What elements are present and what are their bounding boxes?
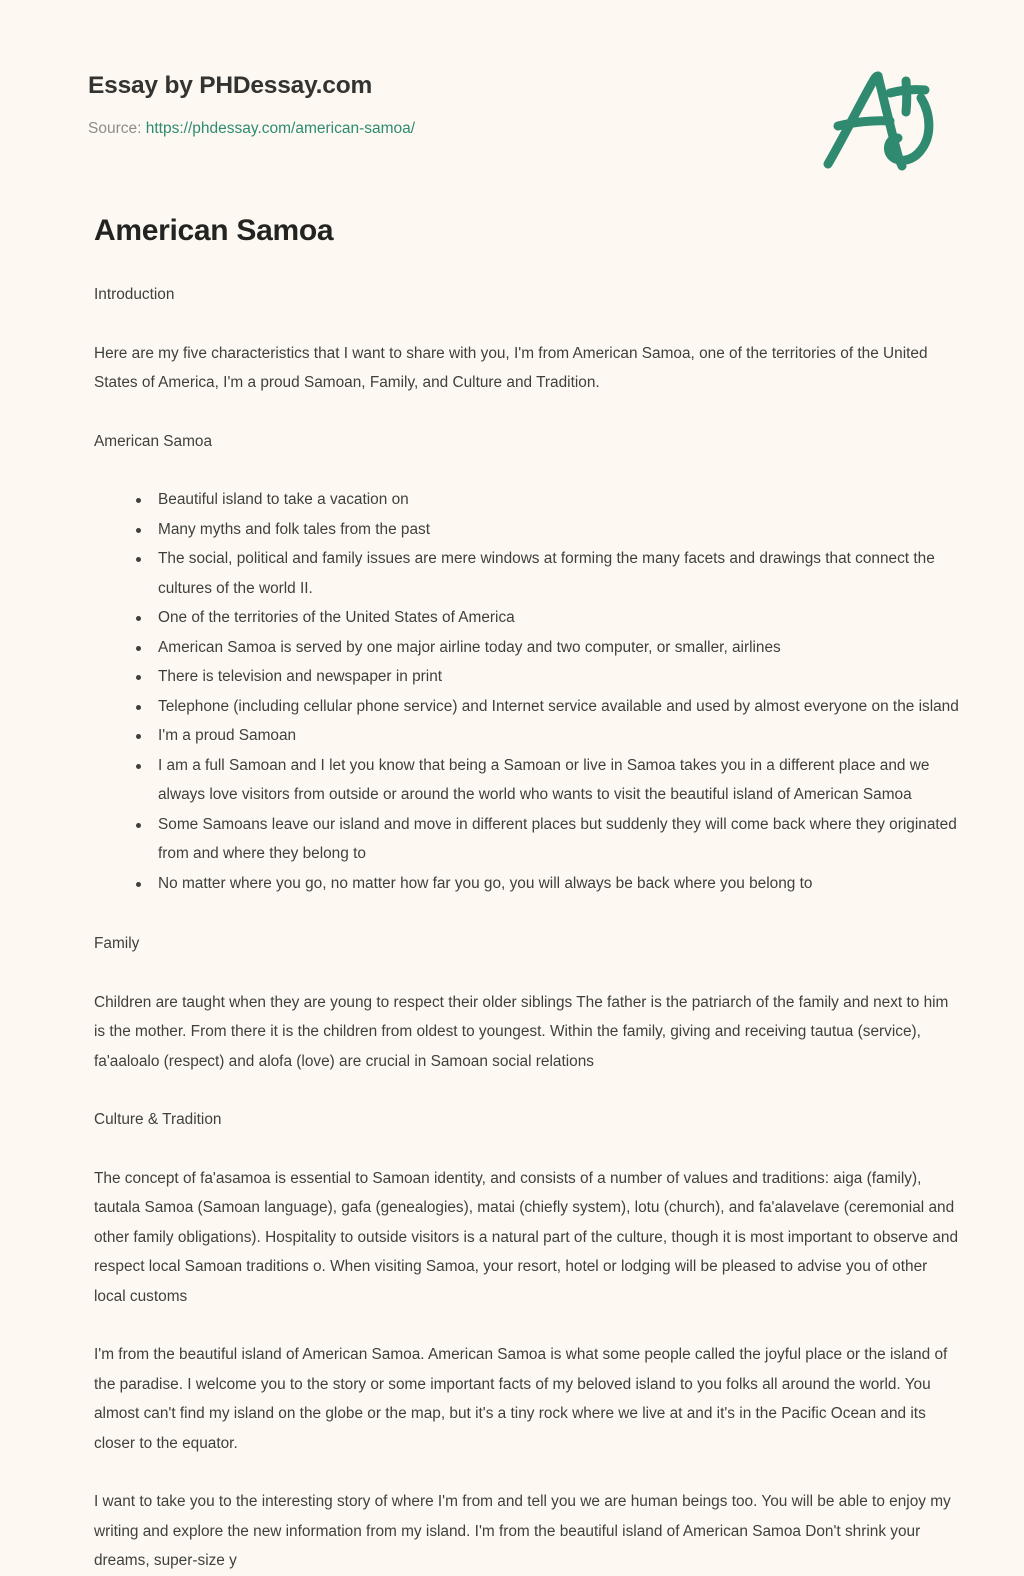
paragraph-culture: The concept of fa'asamoa is essential to Samoan identity, and consists of a number of values and traditions: aiga (family), tautala Samoa (Samoan language), gafa (genealogies), matai (chiefly system), lotu (church), and fa'alavelave (ceremonial and other family obligations). Hospitality to outside visitors is a natural part of the culture, though it is most important to observe and respect local Samoan traditions o. When visiting Samoa, your resort, hotel or lodging will be pleased to advise you of other local customs xyxy=(94,1169,959,1305)
spacer xyxy=(94,1458,960,1487)
spacer xyxy=(94,456,960,485)
list-item: Some Samoans leave our island and move in different places but suddenly they will come back where they originated from and where they belong to xyxy=(130,810,960,869)
list-item: One of the territories of the United States of America xyxy=(130,603,960,633)
section-label-culture-tradition: Culture & Tradition xyxy=(94,1111,222,1128)
paragraph-family: Children are taught when they are young to respect their older siblings The father is the patriarch of the family and next to him is the mother. From there it is the children from oldest to youngest. Within the family, giving and receiving tautua (service), fa'aaloalo (respect) and alofa (love) are crucial in Samoan social relations xyxy=(94,993,949,1070)
content-block xyxy=(0,280,1024,1576)
article-body xyxy=(0,196,1024,1576)
list-item: There is television and newspaper in print xyxy=(130,662,960,692)
list-item: American Samoa is served by one major airline today and two computer, or smaller, airlines xyxy=(130,633,960,663)
page-header xyxy=(0,0,1024,196)
list-item: Telephone (including cellular phone service) and Internet service available and used by almost everyone on the island xyxy=(130,692,960,722)
spacer xyxy=(94,1076,960,1105)
list-item: The social, political and family issues are mere windows at forming the many facets and drawings that connect the cultures of the world II. xyxy=(130,544,960,603)
list-item: I am a full Samoan and I let you know that being a Samoan or live in Samoa takes you in a different place and we always love visitors from outside or around the world who wants to visit the beautiful island of American Samoa xyxy=(130,751,960,810)
paragraph-closing-1: I'm from the beautiful island of American Samoa. American Samoa is what some people called the joyful place or the island of the paradise. I welcome you to the story or some important facts of my beloved island to you folks all around the world. You almost can't find my island on the globe or the map, but it's a tiny rock where we live at and it's in the Pacific Ocean and its closer to the equator. xyxy=(94,1346,948,1452)
spacer xyxy=(94,1135,960,1164)
spacer xyxy=(94,898,960,929)
source-line xyxy=(88,120,415,138)
section-label-american-samoa: American Samoa xyxy=(94,432,213,450)
spacer xyxy=(94,1311,960,1340)
source-label: Source: xyxy=(88,120,142,137)
spacer xyxy=(94,959,960,988)
list-item: Many myths and folk tales from the past xyxy=(130,515,960,545)
source-url-link[interactable]: https://phdessay.com/american-samoa/ xyxy=(145,120,416,137)
spacer xyxy=(0,250,1024,280)
list-item: Beautiful island to take a vacation on xyxy=(130,485,960,515)
page-title: American Samoa xyxy=(94,214,334,247)
paragraph-introduction: Here are my five characteristics that I want to share with you, I'm from American Samoa, one of the territories of the United States of America, I'm a proud Samoan, Family, and Culture and Tradition. xyxy=(94,344,928,391)
list-item: I'm a proud Samoan xyxy=(130,721,960,751)
brand-title: Essay by PHDessay.com xyxy=(88,72,373,99)
section-label-family: Family xyxy=(94,935,140,952)
paragraph-closing-2: I want to take you to the interesting story of where I'm from and tell you we are human beings too. You will be able to enjoy my writing and explore the new information from my island. I'm from the beautiful island of American Samoa Don't shrink your dreams, super-size y xyxy=(94,1493,951,1569)
spacer xyxy=(94,310,960,339)
section-label-introduction: Introduction xyxy=(94,286,175,303)
spacer xyxy=(94,398,960,427)
list-item: No matter where you go, no matter how far you go, you will always be back where you belong to xyxy=(130,869,960,899)
phdessay-a-plus-logo-icon[interactable] xyxy=(806,52,964,178)
characteristics-list xyxy=(94,485,960,898)
